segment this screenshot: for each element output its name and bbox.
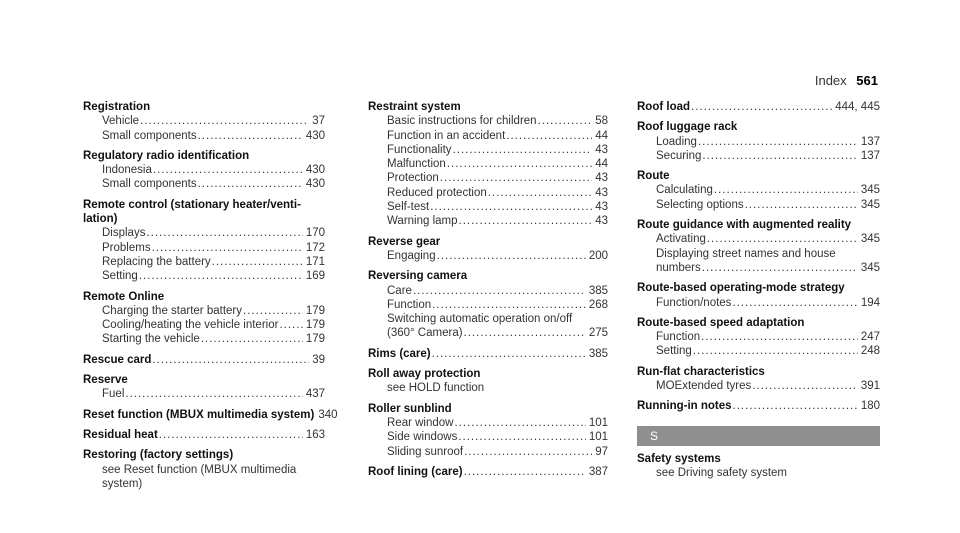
dot-leader: [140, 114, 309, 128]
index-subentry-row[interactable]: [368, 214, 608, 228]
index-subentry-page-ref[interactable]: 430: [305, 178, 325, 191]
dot-leader: [733, 399, 858, 413]
index-subentry-page-ref[interactable]: 43: [595, 172, 608, 185]
dot-leader: [243, 304, 303, 318]
index-subentry-label: numbers: [656, 261, 701, 274]
index-subentry-label: Function in an accident: [387, 129, 506, 142]
index-entry-title: Roller sunblind: [368, 402, 452, 415]
dot-leader: [691, 100, 832, 114]
index-entry: [637, 399, 880, 413]
index-subentry-row[interactable]: [637, 379, 880, 393]
index-subentry-label: Function/notes: [656, 296, 732, 309]
index-subentry-label: Self-test: [387, 201, 430, 214]
dot-leader: [732, 296, 857, 310]
page-header: [815, 73, 878, 88]
index-column-1: [83, 100, 338, 497]
index-subentry-row[interactable]: [368, 114, 608, 128]
index-subentry-page-ref[interactable]: 97: [595, 445, 608, 458]
index-entry-title: Roll away protection: [368, 368, 481, 381]
index-entry: [368, 367, 608, 396]
index-subentry-page-ref[interactable]: 200: [588, 249, 608, 262]
index-subentry-page-ref[interactable]: 247: [860, 331, 880, 344]
dot-leader: [693, 344, 858, 358]
index-subentry-page-ref[interactable]: 58: [595, 115, 608, 128]
index-entry: [83, 149, 325, 192]
index-subentry-page-ref[interactable]: 172: [305, 241, 325, 254]
dot-leader: [464, 445, 592, 459]
index-entry-label: Running-in notes: [637, 400, 732, 413]
index-subentry-text: see HOLD function: [387, 382, 485, 395]
index-subentry-label: Warning lamp: [387, 215, 458, 228]
dot-leader: [432, 298, 586, 312]
dot-leader: [146, 226, 302, 240]
index-subentry-label: Setting: [656, 345, 692, 358]
index-entry: [637, 120, 880, 163]
index-entry: [83, 428, 325, 442]
index-subentry-label: (360° Camera): [387, 327, 463, 340]
index-subentry-row[interactable]: [83, 332, 325, 346]
index-subentry-page-ref[interactable]: 391: [860, 380, 880, 393]
index-entry-page-ref[interactable]: 385: [588, 347, 608, 360]
index-entry-page-ref[interactable]: 180: [860, 400, 880, 413]
dot-leader: [488, 186, 592, 200]
index-entry: [83, 290, 325, 347]
index-entry: [83, 198, 325, 284]
index-subentry-page-ref[interactable]: 179: [305, 319, 325, 332]
index-subentry-label: Small components: [102, 178, 197, 191]
index-subentry-page-ref[interactable]: 169: [305, 270, 325, 283]
index-entry-label: Roof lining (care): [368, 465, 463, 478]
index-subentry-label: Basic instructions for children: [387, 115, 537, 128]
index-entry-title: Restoring (factory settings): [83, 449, 234, 462]
index-subentry-row[interactable]: [368, 445, 608, 459]
index-subentry-page-ref[interactable]: 345: [860, 184, 880, 197]
index-subentry-page-ref[interactable]: 179: [305, 333, 325, 346]
index-entry-title: Route guidance with augmented reality: [637, 219, 852, 232]
index-entry-title: Regulatory radio identification: [83, 149, 250, 162]
dot-leader: [752, 379, 858, 393]
index-subentry-page-ref[interactable]: 43: [595, 186, 608, 199]
dot-leader: [453, 143, 593, 157]
index-subentry-label: Function: [656, 331, 701, 344]
dot-leader: [702, 149, 857, 163]
index-entry-page-ref[interactable]: 387: [588, 465, 608, 478]
index-subentry-page-ref[interactable]: 437: [305, 388, 325, 401]
index-subentry-row[interactable]: [83, 226, 325, 240]
index-subentry-text: Displaying street names and house: [656, 247, 836, 260]
index-subentry-label: Charging the starter battery: [102, 304, 242, 317]
index-subentry-page-ref[interactable]: 43: [595, 215, 608, 228]
index-subentry-row[interactable]: [368, 157, 608, 171]
index-entry-title: Registration: [83, 101, 151, 113]
index-subentry-row[interactable]: [83, 163, 325, 177]
dot-leader: [437, 249, 586, 263]
dot-leader: [447, 157, 592, 171]
dot-leader: [464, 326, 586, 340]
section-letter-header: S: [637, 426, 880, 446]
index-entry-title: Roof luggage rack: [637, 121, 738, 134]
index-subentry-page-ref[interactable]: 345: [860, 261, 880, 274]
index-subentry-row[interactable]: [368, 416, 608, 430]
index-entry-title: Route-based speed adaptation: [637, 316, 805, 329]
index-subentry-label: Care: [387, 284, 412, 297]
index-entry-label: Rescue card: [83, 353, 152, 366]
index-entry-page-ref[interactable]: 340: [318, 408, 338, 421]
index-subentry-label: Rear window: [387, 416, 454, 429]
index-subentry-row[interactable]: [83, 241, 325, 255]
index-subentry-row[interactable]: [83, 387, 325, 401]
dot-leader: [440, 171, 592, 185]
index-subentry-label: Setting: [102, 270, 138, 283]
dot-leader: [701, 330, 858, 344]
index-subentry-label: Small components: [102, 129, 197, 142]
index-subentry-page-ref[interactable]: 268: [588, 298, 608, 311]
page-number: 561: [856, 73, 878, 88]
header-title: Index: [814, 73, 847, 88]
index-entry-title: Restraint system: [368, 101, 461, 113]
index-entry-title: Reverse gear: [368, 235, 441, 248]
index-subentry-page-ref[interactable]: 345: [860, 198, 880, 211]
dot-leader: [198, 177, 303, 191]
index-subentry-page-ref[interactable]: 44: [595, 158, 608, 171]
index-subentry-text: Switching automatic operation on/off: [387, 313, 573, 326]
index-entry-title: Run-flat characteristics: [637, 365, 765, 378]
index-entry-row[interactable]: [637, 100, 880, 114]
index-subentry-row[interactable]: [637, 261, 880, 275]
index-entry-label: Residual heat: [83, 428, 158, 441]
index-subentry-label: Functionality: [387, 143, 452, 156]
index-subentry-row[interactable]: [368, 298, 608, 312]
index-subentry-row[interactable]: [368, 200, 608, 214]
dot-leader: [454, 416, 585, 430]
index-subentry-row[interactable]: [83, 255, 325, 269]
index-entry: [83, 353, 325, 367]
index-subentry-label: Starting the vehicle: [102, 333, 200, 346]
index-subentry-row[interactable]: [83, 114, 325, 128]
index-entry: [83, 373, 325, 402]
index-subentry-label: Side windows: [387, 431, 458, 444]
dot-leader: [152, 241, 303, 255]
index-subentry-page-ref[interactable]: 194: [860, 296, 880, 309]
index-column-3: [637, 100, 880, 486]
index-subentry-page-ref[interactable]: 137: [860, 135, 880, 148]
index-subentry-label: Sliding sunroof: [387, 445, 464, 458]
index-entry: [83, 100, 325, 143]
index-subentry-page-ref[interactable]: 345: [860, 233, 880, 246]
index-subentry-label: Selecting options: [656, 198, 744, 211]
index-subentry-label: Engaging: [387, 249, 436, 262]
index-column-2: [368, 100, 608, 485]
index-entry: [637, 100, 880, 114]
index-subentry-page-ref[interactable]: 385: [588, 284, 608, 297]
index-entry-label: Roof load: [637, 101, 691, 113]
index-subentry-page-ref[interactable]: 43: [595, 143, 608, 156]
index-subentry-page-ref[interactable]: 275: [588, 327, 608, 340]
index-subentry-page-ref[interactable]: 101: [588, 431, 608, 444]
index-subentry-label: Activating: [656, 233, 706, 246]
index-subentry-page-ref[interactable]: 430: [305, 164, 325, 177]
index-subentry-label: Fuel: [102, 388, 125, 401]
index-entry: [637, 281, 880, 310]
index-subentry-label: Loading: [656, 135, 697, 148]
dot-leader: [159, 428, 303, 442]
index-subentry-row[interactable]: [637, 344, 880, 358]
index-entry-page-ref[interactable]: 163: [305, 428, 325, 441]
index-entry-title: Remote Online: [83, 290, 165, 303]
index-subentry-row[interactable]: [83, 177, 325, 191]
index-subentry-label: Securing: [656, 149, 702, 162]
index-entry: [637, 169, 880, 212]
dot-leader: [413, 284, 586, 298]
index-entry: [368, 347, 608, 361]
index-entry: [368, 235, 608, 264]
dot-leader: [702, 261, 858, 275]
index-subentry-row[interactable]: [637, 135, 880, 149]
dot-leader: [464, 465, 586, 479]
index-subentry-row[interactable]: [637, 330, 880, 344]
dot-leader: [212, 255, 303, 269]
index-entry-title: Reversing camera: [368, 270, 468, 283]
dot-leader: [153, 163, 303, 177]
index-subentry-page-ref[interactable]: 171: [305, 255, 325, 268]
index-entry: [83, 408, 338, 422]
index-entry: [637, 365, 880, 394]
index-entry-title: Route: [637, 170, 670, 183]
index-entry-title: Remote control (stationary heater/venti-lation): [83, 198, 301, 226]
index-entry-label: Rims (care): [368, 347, 431, 360]
dot-leader: [698, 135, 858, 149]
index-subentry-row[interactable]: [83, 269, 325, 283]
index-subentry-row[interactable]: [368, 129, 608, 143]
index-subentry-label: Malfunction: [387, 158, 446, 171]
index-entry: [368, 269, 608, 340]
index-entry-title: Safety systems: [637, 452, 721, 465]
index-entry-row[interactable]: [637, 399, 880, 413]
index-entry-label: Reset function (MBUX multimedia system): [83, 408, 315, 421]
index-subentry-page-ref[interactable]: 101: [588, 416, 608, 429]
index-subentry-label: MOExtended tyres: [656, 380, 752, 393]
dot-leader: [125, 387, 302, 401]
index-entry: [637, 218, 880, 275]
index-subentry-row[interactable]: [368, 249, 608, 263]
index-subentry-label: Function: [387, 298, 432, 311]
index-subentry-page-ref[interactable]: 43: [595, 201, 608, 214]
dot-leader: [714, 183, 858, 197]
index-subentry-label: Vehicle: [102, 115, 140, 128]
index-entry-row[interactable]: [368, 347, 608, 361]
dot-leader: [506, 129, 592, 143]
dot-leader: [538, 114, 593, 128]
index-subentry-label: Displays: [102, 227, 146, 240]
index-subentry-page-ref[interactable]: 137: [860, 149, 880, 162]
index-entry-row[interactable]: [83, 353, 325, 367]
dot-leader: [279, 318, 302, 332]
index-entry: [368, 402, 608, 459]
dot-leader: [707, 232, 858, 246]
index-subentry-label: Cooling/heating the vehicle interior: [102, 319, 279, 332]
dot-leader: [458, 430, 585, 444]
index-entry-title: Reserve: [83, 374, 128, 387]
index-subentry-row[interactable]: [83, 129, 325, 143]
index-subentry-label: Protection: [387, 172, 439, 185]
index-entry: [637, 316, 880, 359]
index-entry-row[interactable]: [83, 408, 338, 422]
index-subentry-row[interactable]: [637, 232, 880, 246]
index-subentry-row[interactable]: [83, 318, 325, 332]
dot-leader: [152, 353, 309, 367]
index-subentry-row[interactable]: [637, 183, 880, 197]
index-subentry-page-ref[interactable]: 248: [860, 345, 880, 358]
index-subentry-row[interactable]: [368, 143, 608, 157]
dot-leader: [430, 200, 592, 214]
index-subentry-row[interactable]: [637, 296, 880, 310]
index-subentry-label: Indonesia: [102, 164, 152, 177]
index-subentry-page-ref[interactable]: 170: [305, 227, 325, 240]
index-subentry-row[interactable]: [368, 326, 608, 340]
dot-leader: [198, 129, 303, 143]
dot-leader: [201, 332, 303, 346]
index-subentry-row[interactable]: [368, 171, 608, 185]
dot-leader: [459, 214, 593, 228]
index-subentry-page-ref[interactable]: 44: [595, 129, 608, 142]
index-subentry-label: Reduced protection: [387, 186, 487, 199]
index-subentry-page-ref[interactable]: 430: [305, 129, 325, 142]
index-entry: [368, 100, 608, 229]
index-subentry-label: Replacing the battery: [102, 255, 211, 268]
index-subentry-page-ref[interactable]: 37: [312, 115, 325, 128]
index-subentry-page-ref[interactable]: 179: [305, 304, 325, 317]
index-entry-page-ref[interactable]: 444, 445: [835, 101, 880, 113]
index-entry-row[interactable]: [368, 465, 608, 479]
index-subentry-row[interactable]: [368, 284, 608, 298]
index-entry: [637, 452, 880, 481]
index-subentry-label: Problems: [102, 241, 151, 254]
index-entry: [83, 448, 325, 491]
dot-leader: [139, 269, 303, 283]
index-subentry-row[interactable]: [368, 430, 608, 444]
index-subentry-label: Calculating: [656, 184, 713, 197]
index-subentry-text: see Driving safety system: [656, 466, 788, 479]
index-entry-row[interactable]: [83, 428, 325, 442]
dot-leader: [745, 198, 858, 212]
index-subentry-row[interactable]: [637, 198, 880, 212]
index-entry-title: Route-based operating-mode strategy: [637, 282, 845, 295]
index-subentry-row[interactable]: [637, 149, 880, 163]
dot-leader: [432, 347, 586, 361]
index-entry: [368, 465, 608, 479]
index-subentry-row[interactable]: [83, 304, 325, 318]
index-entry-page-ref[interactable]: 39: [312, 353, 325, 366]
index-subentry-text: see Reset function (MBUX multimedia system): [102, 463, 297, 490]
index-subentry-row[interactable]: [368, 186, 608, 200]
